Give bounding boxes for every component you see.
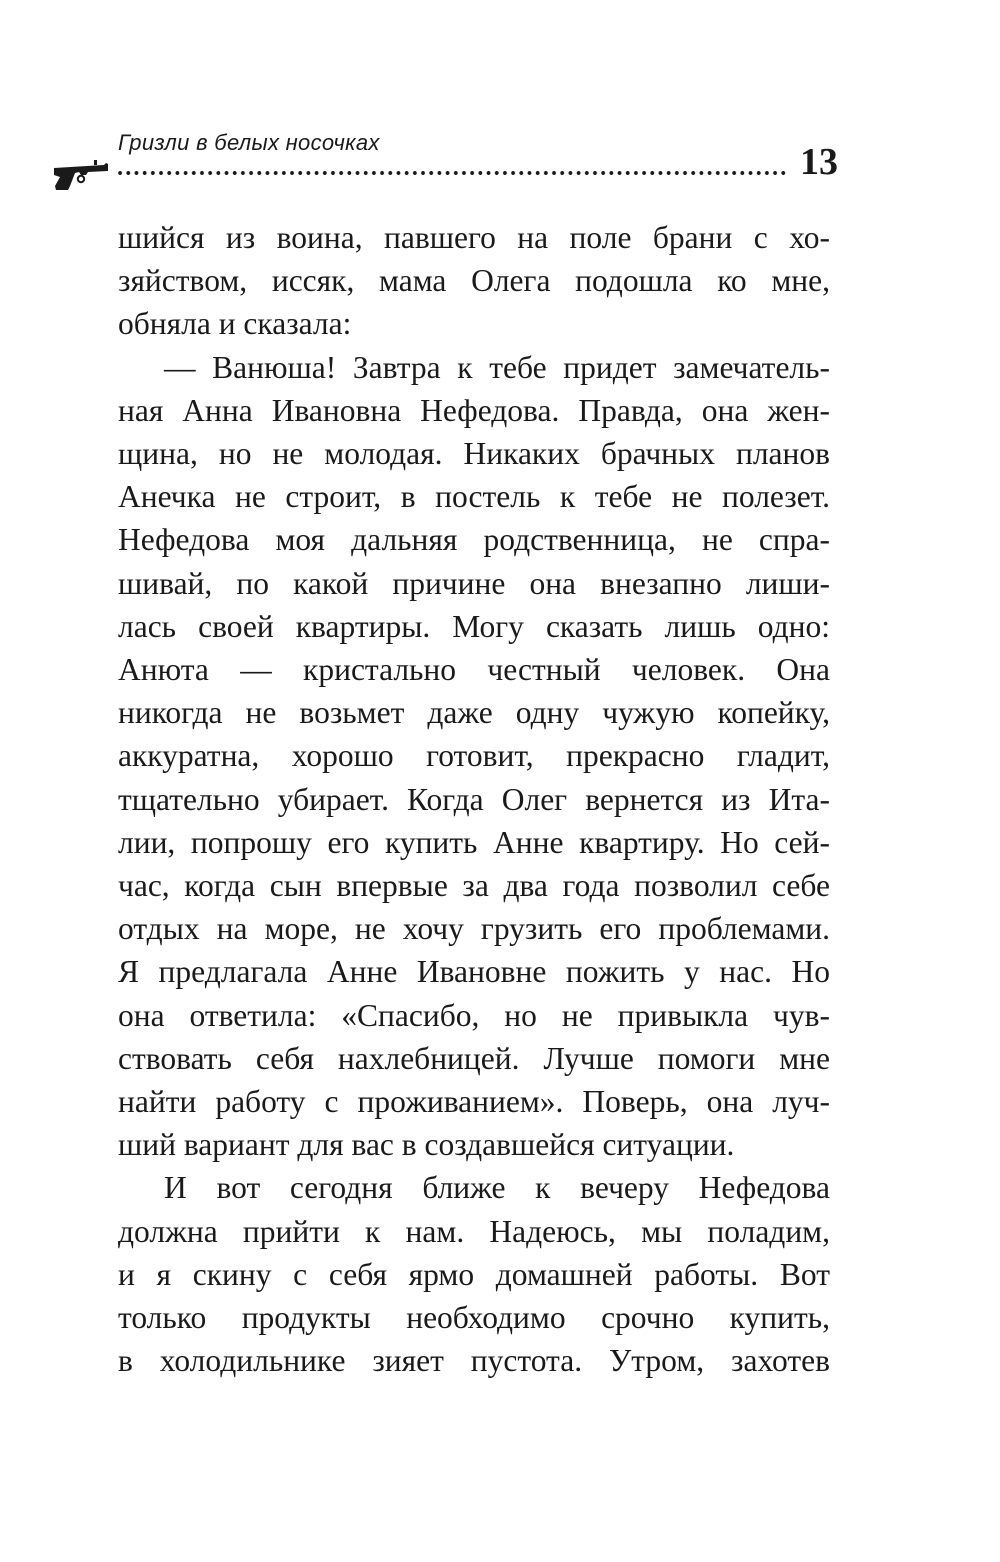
text-line: Анюта — кристально честный человек. Она <box>118 652 830 688</box>
running-title: Гризли в белых носочках <box>118 130 380 155</box>
text-line: щина, но не молодая. Никаких брачных планов <box>118 436 830 472</box>
text-line: Я предлагала Анне Ивановне пожить у нас. Но <box>118 954 830 990</box>
text-line: Нефедова моя дальняя родственница, не спра- <box>118 522 830 558</box>
text-line: ствовать себя нахлебницей. Лучше помоги мне <box>118 1040 830 1076</box>
text-line: зяйством, иссяк, мама Олега подошла ко мне, <box>118 263 830 299</box>
text-line: ная Анна Ивановна Нефедова. Правда, она жен- <box>118 392 830 428</box>
text-line: аккуратна, хорошо готовит, прекрасно гладит, <box>118 738 830 774</box>
text-line: — Ванюша! Завтра к тебе придет замечатель- <box>164 349 830 385</box>
pistol-icon <box>48 156 110 194</box>
text-line: И вот сегодня ближе к вечеру Нефедова <box>164 1170 830 1206</box>
body-text <box>118 216 830 1382</box>
text-line: лась своей квартиры. Могу сказать лишь одно: <box>118 608 830 644</box>
text-line: лии, попрошу его купить Анне квартиру. Но сей- <box>118 824 830 860</box>
paragraph <box>118 216 830 346</box>
dotted-rule <box>116 171 788 175</box>
text-line: шивай, по какой причине она внезапно лиши- <box>118 565 830 601</box>
text-line: должна прийти к нам. Надеюсь, мы поладим, <box>118 1213 830 1249</box>
text-line: тщательно убирает. Когда Олег вернется из Ита- <box>118 781 830 817</box>
paragraph <box>118 346 830 1167</box>
text-line: и я скину с себя ярмо домашней работы. Вот <box>118 1256 830 1292</box>
text-line: она ответила: «Спасибо, но не привыкла чув- <box>118 997 830 1033</box>
paragraph <box>118 1166 830 1382</box>
text-line: обняла и сказала: <box>118 306 352 342</box>
text-line: отдых на море, не хочу грузить его проблемами. <box>118 911 830 947</box>
text-line: шийся из воина, павшего на поле брани с хо- <box>118 220 830 255</box>
running-header <box>48 126 838 186</box>
text-line: никогда не возьмет даже одну чужую копейку, <box>118 695 830 731</box>
text-line: только продукты необходимо срочно купить, <box>118 1300 830 1336</box>
text-line: ший вариант для вас в создавшейся ситуации. <box>118 1127 735 1163</box>
text-line: в холодильнике зияет пустота. Утром, захотев <box>118 1343 830 1379</box>
text-line: найти работу с проживанием». Поверь, она луч- <box>118 1084 830 1120</box>
page-number: 13 <box>800 141 838 183</box>
text-line: час, когда сын впервые за два года позволил себе <box>118 868 830 904</box>
text-line: Анечка не строит, в постель к тебе не полезет. <box>118 479 830 515</box>
